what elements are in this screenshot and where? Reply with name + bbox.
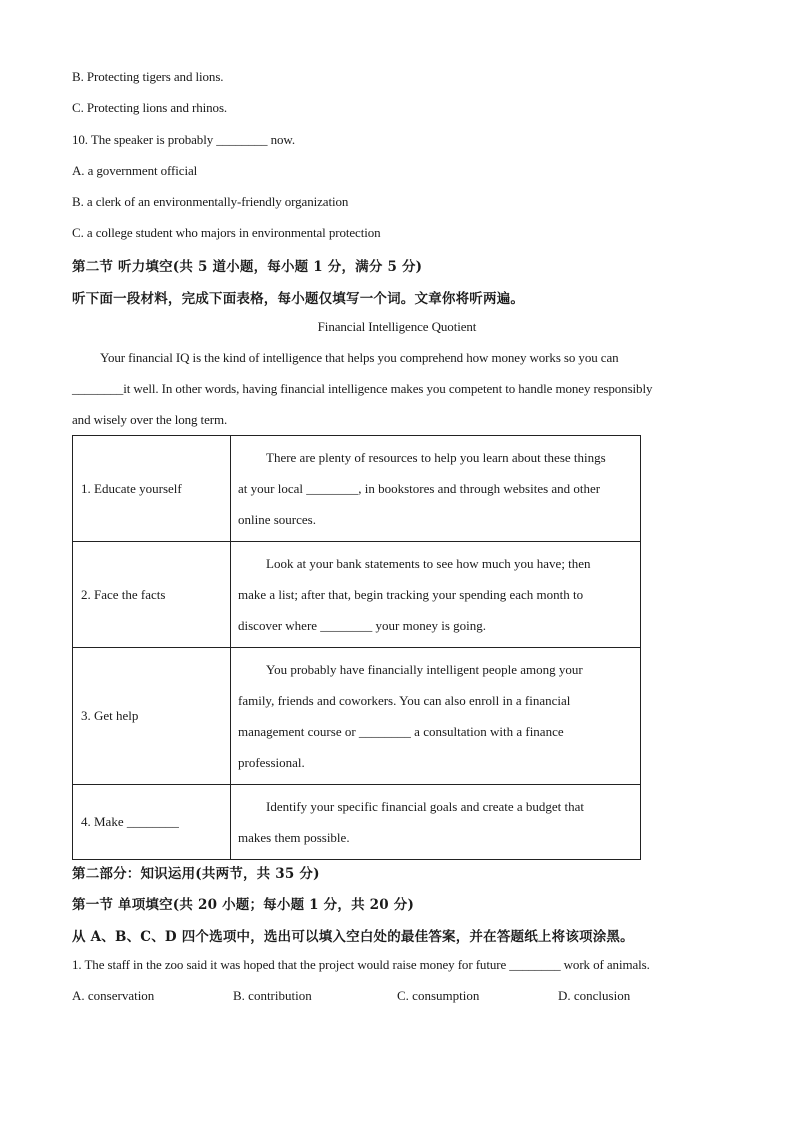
desc-line: at your local ________, in bookstores and through websites and other — [238, 481, 601, 496]
desc-line: online sources. — [238, 512, 316, 527]
passage-line-2: ________it well. In other words, having financial intelligence makes you competent to handle money responsibly — [72, 381, 653, 396]
question-1: 1. The staff in the zoo said it was hoped that the project would raise money for future ________ work of animals. — [72, 957, 650, 972]
table-row — [73, 542, 641, 648]
part2-heading: 第二部分：知识运用(共两节，共 35 分) — [72, 866, 320, 882]
section1-heading: 第一节 单项填空(共 20 小题；每小题 1 分，共 20 分) — [72, 897, 415, 913]
passage-line-3: and wisely over the long term. — [72, 412, 228, 427]
desc-line: Identify your specific financial goals and create a budget that — [266, 799, 585, 814]
desc-line: family, friends and coworkers. You can also enroll in a financial — [238, 693, 571, 708]
option-c-student: C. a college student who majors in environmental protection — [72, 225, 381, 240]
description-cell — [231, 648, 641, 785]
option-b-clerk: B. a clerk of an environmentally-friendly organization — [72, 194, 349, 209]
option-b-protecting-tigers: B. Protecting tigers and lions. — [72, 69, 224, 84]
desc-line: management course or ________ a consultation with a finance — [238, 724, 564, 739]
desc-line: There are plenty of resources to help you learn about these things — [266, 450, 606, 465]
step-cell: 2. Face the facts — [73, 542, 231, 648]
description-cell — [231, 785, 641, 860]
passage-title: Financial Intelligence Quotient — [317, 319, 477, 334]
option-c: C. consumption — [397, 988, 480, 1003]
desc-line: Look at your bank statements to see how much you have; then — [266, 556, 591, 571]
section2-heading: 第二节 听力填空(共 5 道小题，每小题 1 分，满分 5 分) — [72, 259, 423, 275]
option-b: B. contribution — [233, 988, 312, 1003]
step-cell: 3. Get help — [73, 648, 231, 785]
desc-line: discover where ________ your money is going. — [238, 618, 487, 633]
question-10: 10. The speaker is probably ________ now. — [72, 132, 296, 147]
description-cell — [231, 542, 641, 648]
option-c-protecting-lions: C. Protecting lions and rhinos. — [72, 100, 228, 115]
desc-line: professional. — [238, 755, 305, 770]
option-a: A. conservation — [72, 988, 155, 1003]
description-cell — [231, 436, 641, 542]
passage-line-1: Your financial IQ is the kind of intelligence that helps you comprehend how money works so you can — [100, 350, 619, 365]
financial-iq-table — [72, 435, 641, 860]
option-d: D. conclusion — [558, 988, 631, 1003]
option-a-official: A. a government official — [72, 163, 198, 178]
desc-line: You probably have financially intelligent people among your — [266, 662, 583, 677]
section2-instruction: 听下面一段材料，完成下面表格，每小题仅填写一个词。文章你将听两遍。 — [72, 291, 525, 307]
table-row — [73, 785, 641, 860]
step-cell: 1. Educate yourself — [73, 436, 231, 542]
table-row — [73, 648, 641, 785]
section1-instruction: 从 A、B、C、D 四个选项中，选出可以填入空白处的最佳答案，并在答题纸上将该项涂黑。 — [72, 929, 634, 945]
step-cell: 4. Make ________ — [73, 785, 231, 860]
desc-line: makes them possible. — [238, 830, 350, 845]
desc-line: make a list; after that, begin tracking your spending each month to — [238, 587, 584, 602]
table-row — [73, 436, 641, 542]
